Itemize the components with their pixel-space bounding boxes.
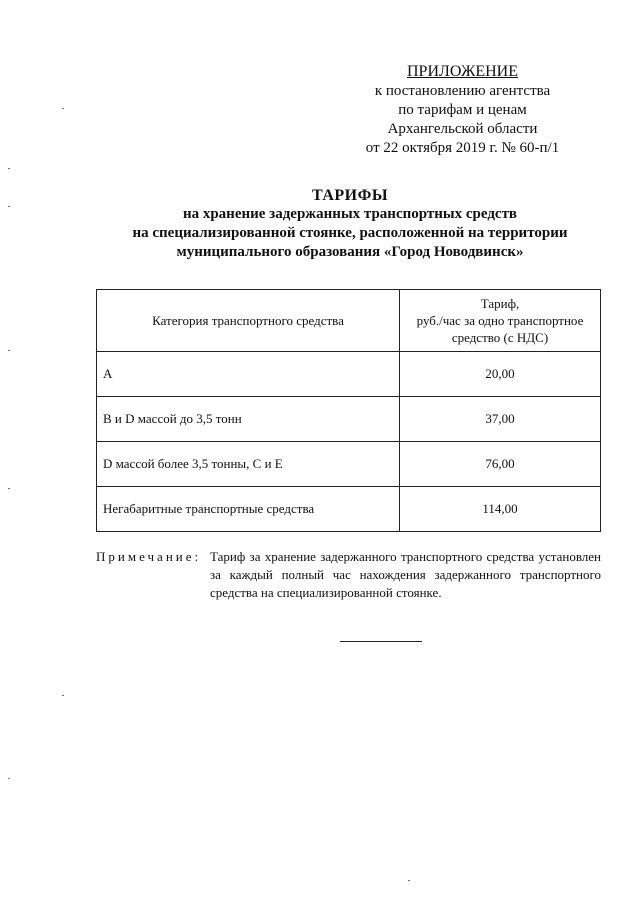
tariff-table	[96, 289, 601, 532]
document-subtitle-line: на хранение задержанных транспортных средств	[182, 206, 518, 222]
category-cell: Негабаритные транспортные средства	[97, 487, 400, 532]
table-header-row	[97, 290, 601, 352]
table-row	[97, 352, 601, 397]
tariff-cell: 76,00	[400, 442, 601, 487]
header-tariff-line: Тариф,	[480, 296, 520, 311]
appendix-date-number: от 22 октября 2019 г. № 60-п/1	[365, 140, 560, 156]
header-tariff-line: средство (с НДС)	[451, 330, 549, 345]
note-label: Примечание:	[96, 549, 202, 564]
document-subtitle-line: муниципального образования «Город Новодвинск»	[176, 244, 524, 260]
tariff-cell: 37,00	[400, 397, 601, 442]
scan-speck	[8, 350, 10, 351]
scan-speck	[62, 695, 64, 696]
document-subtitle-line: на специализированной стоянке, расположенной на территории	[132, 225, 568, 241]
appendix-line: по тарифам и ценам	[398, 102, 527, 118]
appendix-line: к постановлению агентства	[374, 83, 551, 99]
tariff-cell: 20,00	[400, 352, 601, 397]
category-cell: А	[97, 352, 400, 397]
scan-speck	[62, 108, 64, 109]
scan-speck	[8, 168, 10, 169]
scan-speck	[8, 488, 10, 489]
note-block	[96, 548, 601, 602]
note-text: Тариф за хранение задержанного транспортного средства установлен за каждый полный час нахождения задержанного транспортного средства на специализированной стоянке.	[210, 549, 601, 600]
header-tariff	[400, 290, 601, 352]
tariff-cell: 114,00	[400, 487, 601, 532]
table-row	[97, 487, 601, 532]
appendix-heading: ПРИЛОЖЕНИЕ	[406, 63, 518, 80]
scan-speck	[8, 206, 10, 207]
scan-speck	[408, 880, 410, 881]
table-row	[97, 442, 601, 487]
appendix-block	[340, 62, 585, 158]
closing-divider	[340, 641, 422, 642]
document-title-block	[70, 186, 630, 262]
category-cell: D массой более 3,5 тонны, С и Е	[97, 442, 400, 487]
header-tariff-line: руб./час за одно транспортное	[416, 313, 584, 328]
appendix-line: Архангельской области	[387, 121, 538, 137]
table-row	[97, 397, 601, 442]
document-title: ТАРИФЫ	[311, 187, 389, 204]
category-cell: В и D массой до 3,5 тонн	[97, 397, 400, 442]
scan-speck	[8, 778, 10, 779]
header-category: Категория транспортного средства	[97, 290, 400, 352]
